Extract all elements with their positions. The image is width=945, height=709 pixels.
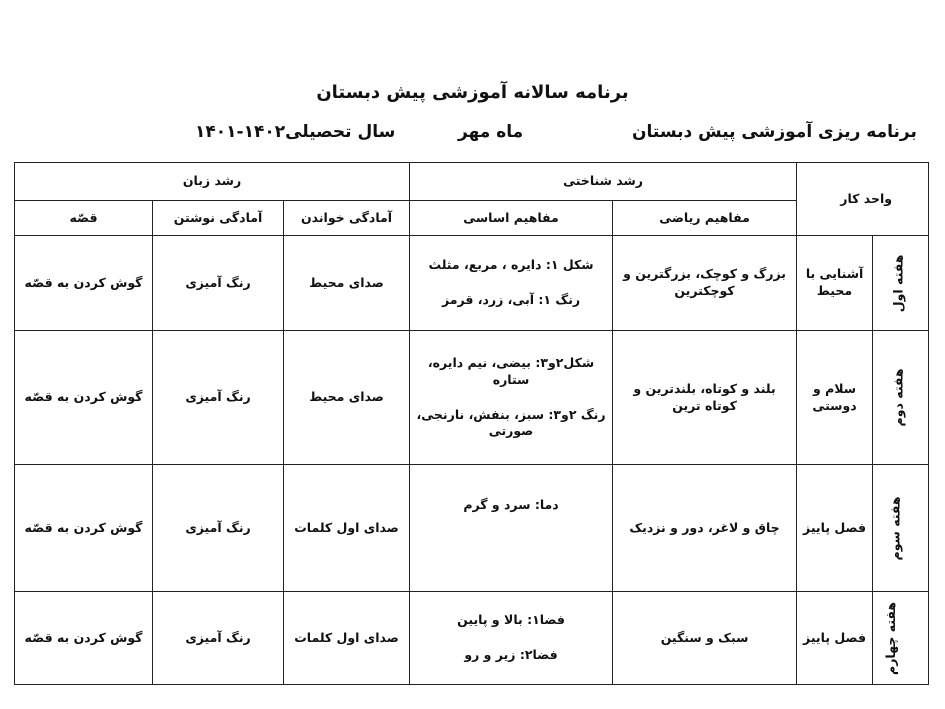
math-line: بزرگ و کوچک، بزرگترین و <box>623 266 786 282</box>
story-cell: گوش کردن به قصّه <box>15 465 153 592</box>
unit-line: دوستی <box>812 397 857 413</box>
story-cell: گوش کردن به قصّه <box>15 236 153 331</box>
story-cell: گوش کردن به قصّه <box>15 592 153 685</box>
math-cell <box>613 465 797 592</box>
month-label: ماه مهر <box>458 122 524 142</box>
basic-line: رنگ ۱: آبی، زرد، قرمز <box>441 292 581 307</box>
story-cell: گوش کردن به قصّه <box>15 331 153 465</box>
week-cell <box>873 465 929 592</box>
basic-cell <box>410 465 613 592</box>
table-row <box>15 592 929 685</box>
week-label: هفته اول <box>890 254 906 312</box>
table-row <box>15 331 929 465</box>
math-cell <box>613 592 797 685</box>
basic-cell <box>410 236 613 331</box>
unit-line: محیط <box>816 283 853 298</box>
header-math: مفاهیم ریاضی <box>613 201 797 236</box>
unit-line: آشنایی با <box>805 266 864 282</box>
page-title: برنامه سالانه آموزشی پیش دبستان <box>316 82 629 103</box>
basic-cell <box>410 592 613 685</box>
math-line: چاق و لاغر، دور و نزدیک <box>629 519 780 535</box>
week-cell <box>873 236 929 331</box>
basic-line: شکل۲و۳: بیضی، نیم دایره، ستاره <box>427 354 595 387</box>
unit-line: فصل پاییز <box>803 629 867 645</box>
reading-cell: صدای محیط <box>284 331 410 465</box>
basic-cell <box>410 331 613 465</box>
week-label: هفته چهارم <box>883 601 899 675</box>
program-label: برنامه ریزی آموزشی پیش دبستان <box>632 122 917 142</box>
unit-cell <box>797 331 873 465</box>
writing-cell: رنگ آمیزی <box>153 465 284 592</box>
basic-line: شکل ۱: دایره ، مربع، مثلث <box>428 257 594 273</box>
math-line: کوچکترین <box>674 283 735 298</box>
unit-cell <box>797 236 873 331</box>
week-cell <box>873 331 929 465</box>
table-row <box>15 465 929 592</box>
header-reading: آمادگی خواندن <box>284 201 410 236</box>
week-label: هفته دوم <box>890 368 906 427</box>
unit-line: سلام و <box>813 380 857 396</box>
math-line: سبک و سنگین <box>660 629 749 645</box>
curriculum-table <box>14 162 929 685</box>
basic-line: رنگ ۲و۳: سبز، بنفش، نارنجی، صورتی <box>416 406 606 439</box>
basic-line: فضا۱: بالا و پایین <box>457 612 565 628</box>
header-basic: مفاهیم اساسی <box>410 201 613 236</box>
unit-cell <box>797 592 873 685</box>
reading-cell: صدای اول کلمات <box>284 592 410 685</box>
basic-line: دما: سرد و گرم <box>463 497 559 512</box>
header-story: قصّه <box>15 201 153 236</box>
math-line: بلند و کوتاه، بلندترین و کوتاه ترین <box>633 380 776 413</box>
header-language: رشد زبان <box>15 163 410 201</box>
table-row <box>15 236 929 331</box>
math-cell <box>613 331 797 465</box>
header-cognitive: رشد شناختی <box>410 163 797 201</box>
unit-cell <box>797 465 873 592</box>
math-cell <box>613 236 797 331</box>
reading-cell: صدای محیط <box>284 236 410 331</box>
unit-line: فصل پاییز <box>803 519 867 535</box>
week-label: هفته سوم <box>887 496 903 560</box>
basic-line: فضا۲: زیر و رو <box>464 647 558 662</box>
academic-year-label: سال تحصیلی۱۴۰۲-۱۴۰۱ <box>195 122 396 142</box>
writing-cell: رنگ آمیزی <box>153 592 284 685</box>
header-writing: آمادگی نوشتن <box>153 201 284 236</box>
writing-cell: رنگ آمیزی <box>153 331 284 465</box>
reading-cell: صدای اول کلمات <box>284 465 410 592</box>
header-unit: واحد کار <box>797 163 929 236</box>
writing-cell: رنگ آمیزی <box>153 236 284 331</box>
week-cell <box>873 592 929 685</box>
